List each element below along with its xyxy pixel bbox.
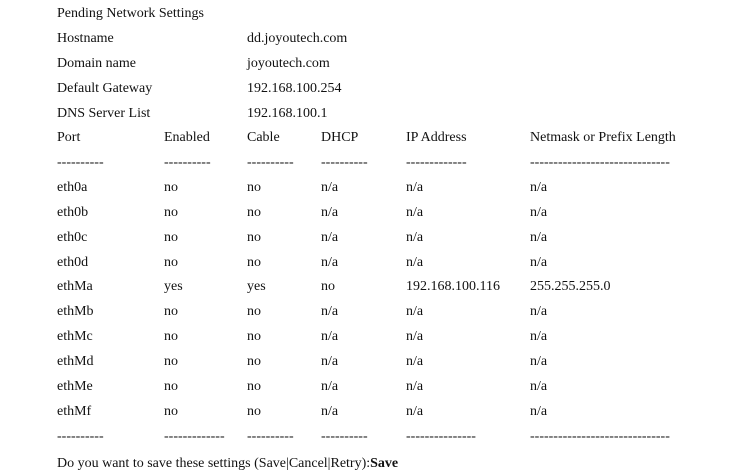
cable-cell: no — [247, 404, 261, 419]
save-prompt — [57, 454, 398, 474]
port-cell: ethMc — [57, 329, 93, 344]
ip-address-cell: n/a — [406, 354, 424, 369]
enabled-cell: no — [164, 180, 178, 195]
enabled-cell: no — [164, 205, 178, 220]
dhcp-cell: n/a — [321, 205, 339, 220]
ip-address-cell: 192.168.100.116 — [406, 279, 500, 294]
ip-address-cell: n/a — [406, 379, 424, 394]
dhcp-cell: n/a — [321, 304, 339, 319]
prompt-question: Do you want to save these settings (Save|Cancel|Retry): — [57, 456, 371, 471]
port-cell: eth0d — [57, 255, 89, 270]
setting-label: Domain name — [57, 56, 136, 71]
netmask-cell: n/a — [530, 205, 548, 220]
port-cell: ethMb — [57, 304, 94, 319]
netmask-cell: ------------------------------ — [530, 429, 670, 444]
netmask-cell: n/a — [530, 329, 548, 344]
dhcp-cell: n/a — [321, 379, 339, 394]
enabled-cell: ------------- — [164, 429, 225, 444]
enabled-cell: yes — [164, 279, 183, 294]
ip-address-cell: n/a — [406, 230, 424, 245]
cable-cell: no — [247, 304, 261, 319]
dhcp-cell: n/a — [321, 255, 339, 270]
port-cell: ethMa — [57, 279, 93, 294]
dhcp-cell: n/a — [321, 404, 339, 419]
netmask-cell: Netmask or Prefix Length — [530, 130, 676, 145]
netmask-cell: n/a — [530, 304, 548, 319]
ip-address-cell: n/a — [406, 205, 424, 220]
page-title: Pending Network Settings — [57, 6, 204, 21]
enabled-cell: ---------- — [164, 155, 211, 170]
dhcp-cell: n/a — [321, 180, 339, 195]
setting-label: DNS Server List — [57, 106, 151, 121]
netmask-cell: n/a — [530, 404, 548, 419]
enabled-cell: no — [164, 404, 178, 419]
netmask-cell: n/a — [530, 180, 548, 195]
netmask-cell: n/a — [530, 230, 548, 245]
cable-cell: yes — [247, 279, 266, 294]
dns-server-list-value: 192.168.100.1 — [247, 106, 328, 121]
dhcp-cell: ---------- — [321, 155, 368, 170]
port-cell: ---------- — [57, 429, 104, 444]
cable-cell: no — [247, 354, 261, 369]
port-cell: ethMf — [57, 404, 92, 419]
cable-cell: no — [247, 230, 261, 245]
setting-label: Hostname — [57, 31, 114, 46]
cable-cell: Cable — [247, 130, 280, 145]
dhcp-cell: n/a — [321, 329, 339, 344]
port-cell: Port — [57, 130, 81, 145]
cable-cell: no — [247, 329, 261, 344]
ip-address-cell: n/a — [406, 329, 424, 344]
port-cell: eth0a — [57, 180, 88, 195]
ip-address-cell: --------------- — [406, 429, 476, 444]
enabled-cell: no — [164, 230, 178, 245]
ip-address-cell: n/a — [406, 304, 424, 319]
cable-cell: no — [247, 255, 261, 270]
ip-address-cell: ------------- — [406, 155, 467, 170]
domain-name-value: joyoutech.com — [247, 56, 330, 71]
ip-address-cell: IP Address — [406, 130, 467, 145]
default-gateway-value: 192.168.100.254 — [247, 81, 342, 96]
cable-cell: no — [247, 180, 261, 195]
enabled-cell: no — [164, 329, 178, 344]
port-cell: ethMd — [57, 354, 94, 369]
hostname-value: dd.joyoutech.com — [247, 31, 348, 46]
enabled-cell: Enabled — [164, 130, 210, 145]
cable-cell: no — [247, 379, 261, 394]
enabled-cell: no — [164, 379, 178, 394]
port-cell: eth0c — [57, 230, 88, 245]
port-cell: ethMe — [57, 379, 93, 394]
dhcp-cell: n/a — [321, 354, 339, 369]
prompt-answer: Save — [370, 456, 399, 471]
enabled-cell: no — [164, 255, 178, 270]
port-cell: ---------- — [57, 155, 104, 170]
dhcp-cell: ---------- — [321, 429, 368, 444]
ip-address-cell: n/a — [406, 255, 424, 270]
cable-cell: no — [247, 205, 261, 220]
dhcp-cell: n/a — [321, 230, 339, 245]
enabled-cell: no — [164, 354, 178, 369]
port-cell: eth0b — [57, 205, 89, 220]
cable-cell: ---------- — [247, 429, 294, 444]
netmask-cell: ------------------------------ — [530, 155, 670, 170]
netmask-cell: n/a — [530, 354, 548, 369]
cable-cell: ---------- — [247, 155, 294, 170]
ip-address-cell: n/a — [406, 404, 424, 419]
netmask-cell: 255.255.255.0 — [530, 279, 611, 294]
netmask-cell: n/a — [530, 379, 548, 394]
setting-label: Default Gateway — [57, 81, 153, 96]
dhcp-cell: DHCP — [321, 130, 359, 145]
ip-address-cell: n/a — [406, 180, 424, 195]
netmask-cell: n/a — [530, 255, 548, 270]
enabled-cell: no — [164, 304, 178, 319]
dhcp-cell: no — [321, 279, 335, 294]
